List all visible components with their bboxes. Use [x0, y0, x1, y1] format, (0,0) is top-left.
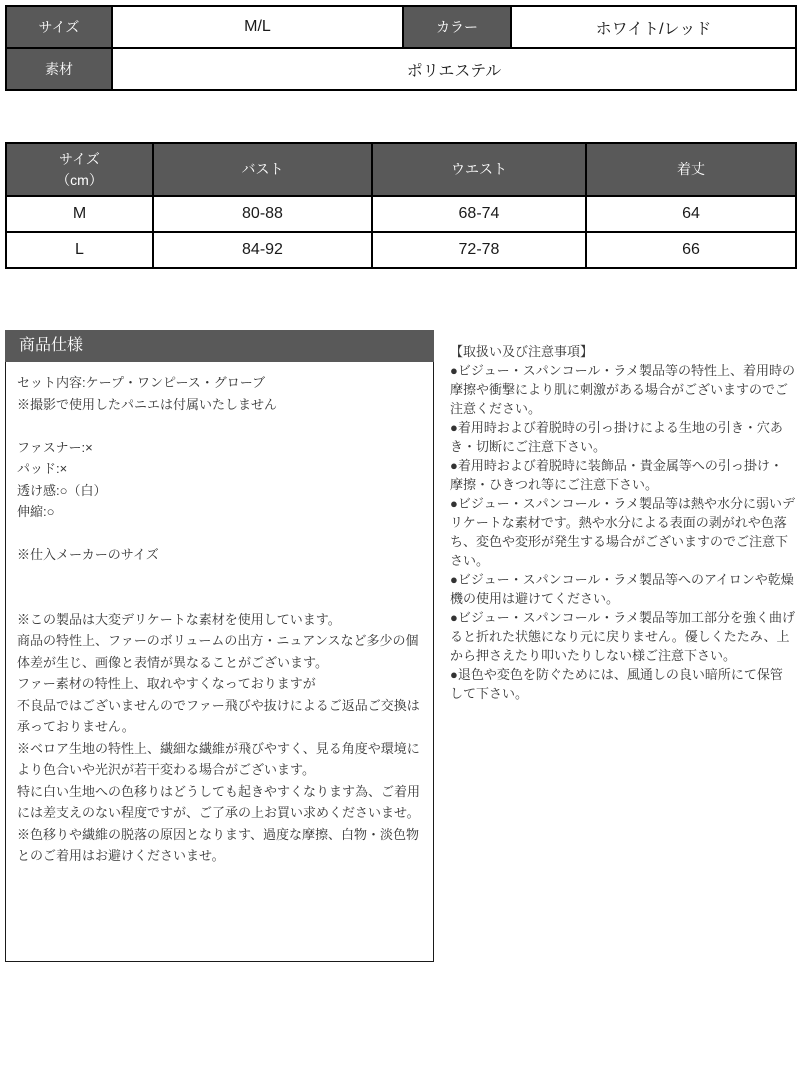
length-value-cell: 64 [586, 196, 796, 232]
size-value-cell: M/L [112, 6, 403, 48]
length-value-cell: 66 [586, 232, 796, 268]
size-name-cell: M [6, 196, 153, 232]
length-header-cell: 着丈 [586, 143, 796, 196]
color-value-cell: ホワイト/レッド [511, 6, 796, 48]
spec-line-pad: パッド:× [17, 461, 68, 476]
size-cm-header-cell [6, 143, 153, 196]
info-table [5, 5, 797, 91]
care-note-item-iron-dryer: ●ビジュー・スパンコール・ラメ製品等へのアイロンや乾燥機の使用は避けてください。 [450, 572, 794, 606]
size-chart-row-l [6, 232, 796, 268]
care-note-item-heat-moisture: ●ビジュー・スパンコール・ラメ製品等は熱や水分に弱いデリケートな素材です。熱や水分による表面の剥がれや色落ち、変色や変形が発生する場合がございますのでご注意下さい。 [450, 496, 795, 568]
material-value-cell: ポリエステル [112, 48, 796, 90]
size-cm-line1: サイズ [59, 151, 100, 168]
material-label-cell: 素材 [6, 48, 112, 90]
spec-line-color-transfer: 特に白い生地への色移りはどうしても起きやすくなります為、ご着用には差支えのない程度ですが、ご了承の上お買い求めくださいませ。 [17, 783, 421, 820]
spec-line-pannier-note: ※撮影で使用したパニエは付属いたしません [17, 396, 278, 412]
care-notes-section [450, 330, 795, 703]
spec-line-set-contents: セット内容:ケープ・ワンピース・グローブ [17, 375, 266, 390]
product-spec-header: 商品仕様 [5, 330, 434, 362]
spec-line-no-return: 不良品ではございませんのでファー飛びや抜けによるご返品ご交換は承っておりません。 [17, 697, 420, 734]
color-label-cell: カラー [403, 6, 511, 48]
size-cm-line2: （cm） [56, 171, 103, 188]
waist-value-cell: 68-74 [372, 196, 586, 232]
bust-value-cell: 84-92 [153, 232, 372, 268]
size-chart-table [5, 142, 797, 269]
spec-line-avoid-friction: ※色移りや繊維の脱落の原因となります、過度な摩擦、白物・淡色物とのご着用はお避けくださいませ。 [17, 826, 419, 863]
size-chart-row-m [6, 196, 796, 232]
waist-value-cell: 72-78 [372, 232, 586, 268]
info-row-material [6, 48, 796, 90]
size-name-cell: L [6, 232, 153, 268]
care-note-item-snagging: ●着用時および着脱時の引っ掛けによる生地の引き・穴あき・切断にご注意下さい。 [450, 420, 783, 454]
spec-line-sheerness: 透け感:○（白） [17, 482, 107, 498]
care-note-item-accessories: ●着用時および着脱時に装飾品・貴金属等への引っ掛け・摩擦・ひきつれ等にご注意下さい。 [450, 458, 783, 492]
spec-line-blank [17, 523, 422, 545]
care-note-item-storage: ●退色や変色を防ぐためには、風通しの良い暗所にて保管して下さい。 [450, 667, 783, 701]
spec-line-delicate-material: ※この製品は大変デリケートな素材を使用しています。 [17, 611, 341, 627]
product-spec-box [5, 330, 434, 962]
bust-value-cell: 80-88 [153, 196, 372, 232]
spec-line-fastener: ファスナー:× [17, 439, 93, 455]
size-chart-header-row [6, 143, 796, 196]
spec-line-blank [17, 566, 422, 588]
product-spec-body [5, 362, 434, 962]
care-note-item-friction: ●ビジュー・スパンコール・ラメ製品等の特性上、着用時の摩擦や衝撃により肌に刺激がある場合がございますのでご注意ください。 [450, 363, 795, 416]
spec-line-fur-shedding: ファー素材の特性上、取れやすくなっておりますが [17, 676, 316, 691]
spec-line-stretch: 伸縮:○ [17, 504, 55, 519]
care-notes-title: 【取扱い及び注意事項】 [450, 344, 594, 359]
spec-line-maker-size: ※仕入メーカーのサイズ [17, 547, 159, 562]
waist-header-cell: ウエスト [372, 143, 586, 196]
care-note-item-bending: ●ビジュー・スパンコール・ラメ製品等加工部分を強く曲げると折れた状態になり元に戻りません。優しくたたみ、上から押さえたり叩いたりしない様ご注意下さい。 [450, 610, 795, 663]
info-row-size-color [6, 6, 796, 48]
spec-line-velour-note: ※ベロア生地の特性上、繊細な繊維が飛びやすく、見る角度や環境により色合いや光沢が若干変わる場合がございます。 [17, 740, 420, 777]
spec-line-blank [17, 415, 422, 437]
details-section [5, 330, 795, 962]
size-label-cell: サイズ [6, 6, 112, 48]
bust-header-cell: バスト [153, 143, 372, 196]
spec-line-fur-variation: 商品の特性上、ファーのボリュームの出方・ニュアンスなど多少の個体差が生じ、画像と表情が異なることがございます。 [17, 633, 419, 670]
spec-line-blank [17, 587, 422, 609]
